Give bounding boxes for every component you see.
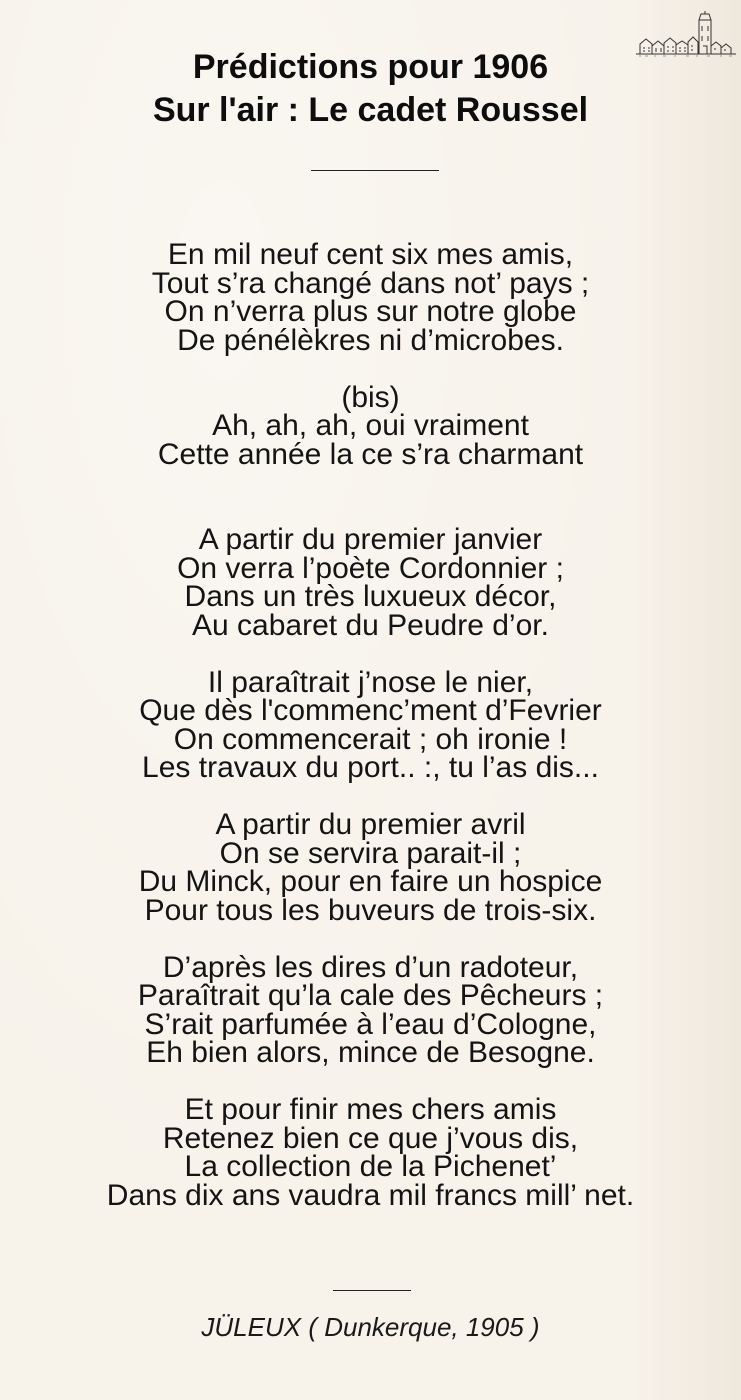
verse-line: Dans dix ans vaudra mil francs mill’ net. [106,1178,635,1212]
poem-body [0,238,741,1212]
verse-line: A partir du premier janvier [198,523,543,556]
verse-line: Du Minck, pour en faire un hospice [138,865,603,898]
verse-line: Dans un très luxueux décor, [184,580,557,613]
verse-line: Les travaux du port.. :, tu l’as dis... [142,751,599,784]
stanza-1 [0,238,741,357]
poem-title: Prédictions pour 1906 [192,48,549,86]
verse-line: Cette année la ce s’ra charmant [157,437,584,471]
verse-line: Il paraîtrait j’nose le nier, [207,665,534,699]
verse-line: Que dès l'commenc’ment d’Fevrier [139,694,602,727]
verse-line: S’rait parfumée à l’eau d’Cologne, [144,1007,597,1041]
signature-divider [333,1290,411,1291]
refrain [0,380,741,471]
verse-line: Retenez bien ce que j’vous dis, [162,1121,579,1155]
verse-line: De pénélèkres ni d’microbes. [177,323,564,357]
verse-line: On n’verra plus sur notre globe [164,295,577,328]
verse-line: D’après les dires d’un radoteur, [162,950,579,984]
stanza-5 [0,950,741,1069]
stanza-2 [0,523,741,642]
stanza-3 [0,665,741,784]
verse-line: La collection de la Pichenet’ [184,1150,557,1183]
verse-line: On verra l’poète Cordonnier ; [177,551,564,585]
refrain-bis-marker: (bis) [341,380,400,414]
stanza-4 [0,808,741,927]
verse-line: Pour tous les buveurs de trois-six. [144,893,597,927]
verse-line: Tout s’ra changé dans not’ pays ; [151,266,590,300]
author-signature: JÜLEUX ( Dunkerque, 1905 ) [201,1312,540,1342]
verse-line: Au cabaret du Peudre d’or. [192,608,549,642]
verse-line: Paraîtrait qu’la cale des Pêcheurs ; [137,979,604,1012]
verse-line: Et pour finir mes chers amis [184,1093,557,1126]
stanza-6 [0,1093,741,1212]
verse-line: Ah, ah, ah, oui vraiment [212,409,529,442]
verse-line: En mil neuf cent six mes amis, [167,238,574,271]
verse-line: On se servira parait-il ; [219,836,522,870]
verse-line: Eh bien alors, mince de Besogne. [146,1036,595,1069]
title-divider [311,170,439,171]
verse-line: On commencerait ; oh ironie ! [173,722,568,756]
verse-line: A partir du premier avril [215,808,526,841]
poem-subtitle-tune: Sur l'air : Le cadet Roussel [152,91,589,129]
